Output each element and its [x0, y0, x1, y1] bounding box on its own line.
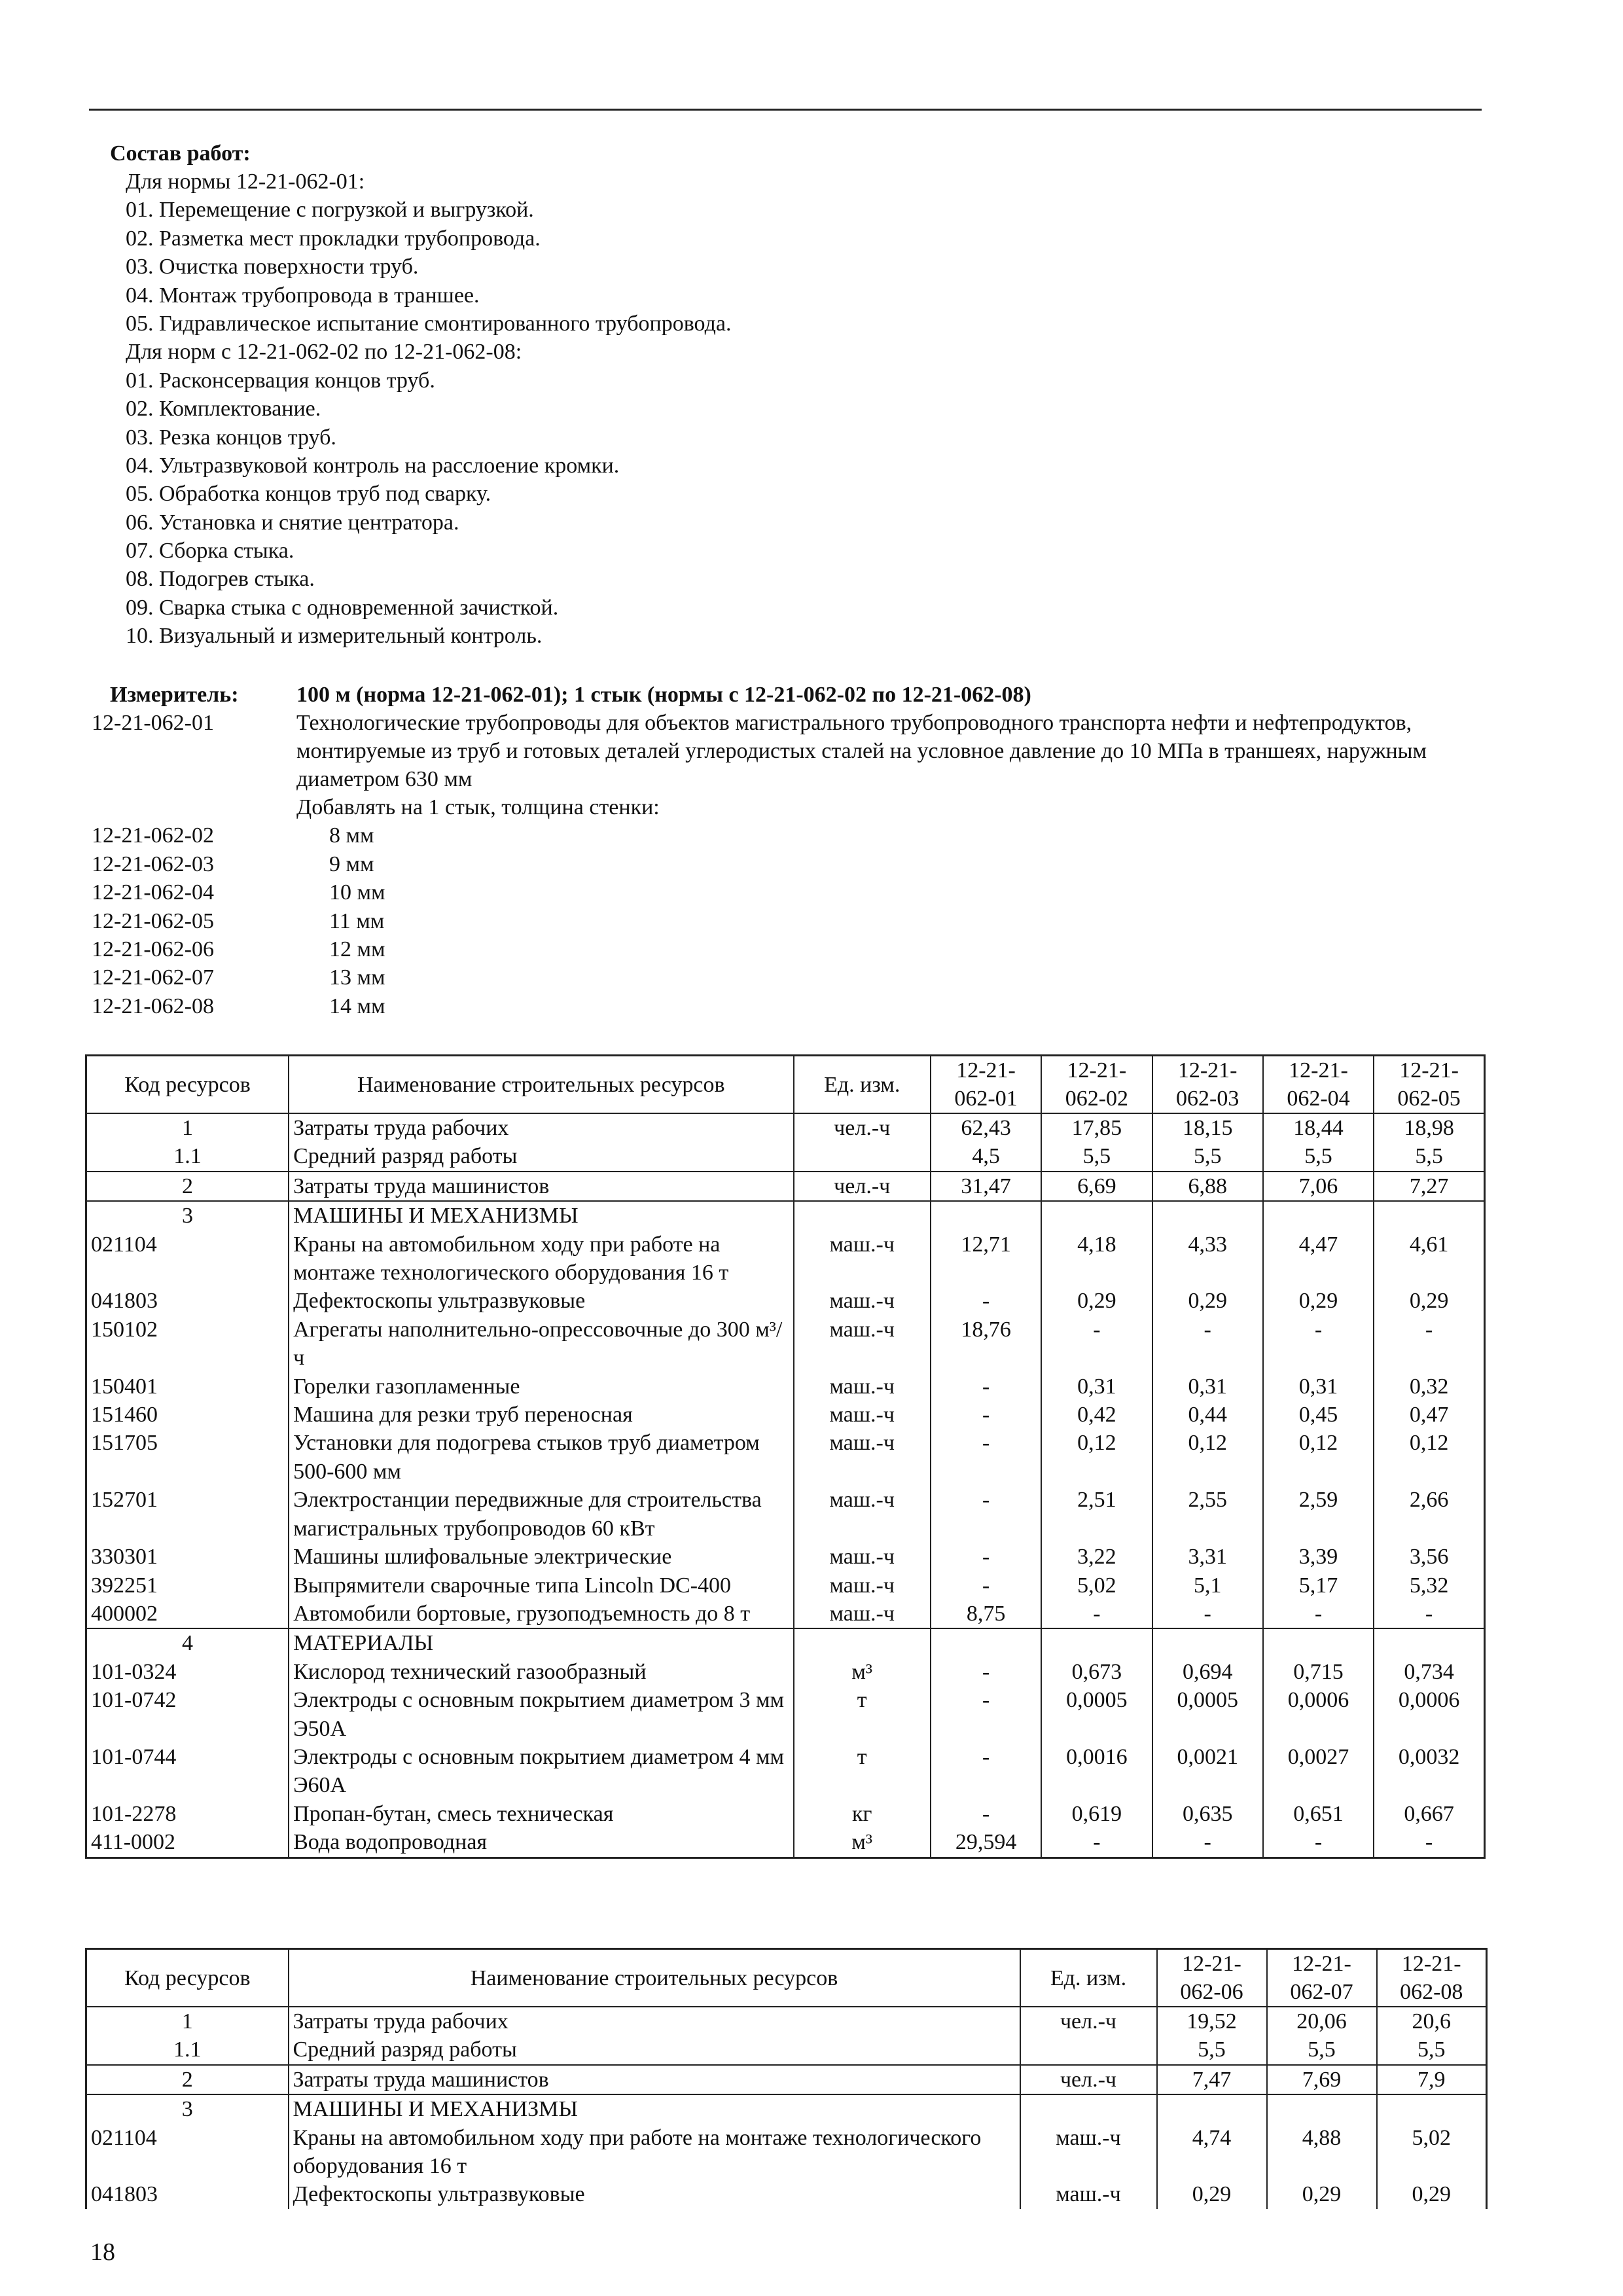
resource-unit: чел.-ч: [1020, 2065, 1157, 2094]
resource-value: [1263, 1201, 1374, 1230]
resource-value: 3,22: [1041, 1543, 1152, 1571]
table-row: [86, 1486, 1485, 1543]
resource-value: -: [1152, 1600, 1263, 1628]
norm-row: [92, 907, 1499, 935]
norm-text: 13 мм: [329, 965, 385, 990]
resource-unit: маш.-ч: [794, 1230, 931, 1287]
resource-value: [1377, 2094, 1487, 2123]
resource-value: 0,31: [1152, 1372, 1263, 1401]
resource-name: Агрегаты наполнительно-опрессовочные до 300 м³/ч: [289, 1316, 793, 1372]
resource-unit: маш.-ч: [794, 1486, 931, 1543]
resource-value: 2,66: [1374, 1486, 1484, 1543]
work-list: [126, 168, 731, 651]
resource-value: 0,45: [1263, 1401, 1374, 1429]
resource-value: 5,32: [1374, 1571, 1484, 1600]
resource-value: 0,0006: [1263, 1686, 1374, 1743]
resource-value: 29,594: [931, 1828, 1041, 1857]
resource-value: 3,39: [1263, 1543, 1374, 1571]
work-item: 10. Визуальный и измерительный контроль.: [126, 624, 543, 649]
norm-code: 12-21-062-06: [92, 937, 214, 961]
table-row: [86, 1230, 1485, 1287]
resource-value: 18,76: [931, 1316, 1041, 1372]
norm-code: 12-21-062-02: [92, 823, 214, 848]
resource-value: -: [1263, 1316, 1374, 1372]
resource-value: 5,5: [1157, 2036, 1267, 2064]
resource-value: 0,0027: [1263, 1743, 1374, 1800]
table-row: [86, 2065, 1487, 2094]
resource-code: 330301: [86, 1543, 289, 1571]
resource-code: 400002: [86, 1600, 289, 1628]
resource-value: 3,31: [1152, 1543, 1263, 1571]
table-row: [86, 1287, 1485, 1315]
table-row: [86, 1201, 1485, 1230]
resource-value: [1041, 1628, 1152, 1657]
resource-value: [931, 1628, 1041, 1657]
column-header: 12-21-062-06: [1157, 1949, 1267, 2007]
resource-unit: кг: [794, 1800, 931, 1828]
resource-value: 31,47: [931, 1172, 1041, 1201]
table-row: [86, 1372, 1485, 1401]
norms-list: [92, 709, 1499, 1020]
table-row: [86, 2007, 1487, 2036]
resource-value: -: [931, 1543, 1041, 1571]
resource-name: Выпрямители сварочные типа Lincoln DC-400: [289, 1571, 793, 1600]
work-item: 03. Очистка поверхности труб.: [126, 255, 419, 279]
resources-table-2: [85, 1948, 1488, 2209]
resource-value: 0,42: [1041, 1401, 1152, 1429]
resource-code: 1: [86, 2007, 289, 2036]
work-item: Для нормы 12-21-062-01:: [126, 170, 365, 194]
resource-value: 5,5: [1152, 1142, 1263, 1171]
resource-unit: м³: [794, 1828, 931, 1857]
resource-value: 7,27: [1374, 1172, 1484, 1201]
resource-value: 4,33: [1152, 1230, 1263, 1287]
measure-label: Измеритель:: [110, 683, 239, 707]
resource-value: 6,69: [1041, 1172, 1152, 1201]
norm-text: 11 мм: [329, 908, 385, 933]
column-header: Наименование строительных ресурсов: [289, 1949, 1020, 2007]
table-row: [86, 1142, 1485, 1171]
table-row: [86, 1113, 1485, 1142]
resource-unit: маш.-ч: [794, 1571, 931, 1600]
resource-value: 0,29: [1157, 2180, 1267, 2208]
resource-value: -: [1263, 1600, 1374, 1628]
resource-unit: чел.-ч: [794, 1172, 931, 1201]
resource-value: 0,29: [1152, 1287, 1263, 1315]
resource-code: 021104: [86, 2124, 289, 2181]
norm-row: [92, 935, 1499, 963]
work-item: 09. Сварка стыка с одновременной зачисткой.: [126, 595, 559, 620]
resource-value: 5,02: [1377, 2124, 1487, 2181]
resource-value: 0,0021: [1152, 1743, 1263, 1800]
column-header: 12-21-062-01: [931, 1056, 1041, 1114]
resource-value: 17,85: [1041, 1113, 1152, 1142]
resource-value: 0,635: [1152, 1800, 1263, 1828]
top-rule: [89, 109, 1482, 111]
resource-value: 18,44: [1263, 1113, 1374, 1142]
resource-value: [1041, 1201, 1152, 1230]
norm-code: 12-21-062-04: [92, 880, 214, 905]
column-header: Наименование строительных ресурсов: [289, 1056, 793, 1114]
resource-name: Горелки газопламенные: [289, 1372, 793, 1401]
resource-code: 3: [86, 1201, 289, 1230]
resource-value: 19,52: [1157, 2007, 1267, 2036]
column-header: 12-21-062-04: [1263, 1056, 1374, 1114]
column-header: Ед. изм.: [794, 1056, 931, 1114]
table-row: [86, 1543, 1485, 1571]
resource-value: 0,694: [1152, 1658, 1263, 1686]
resource-value: 12,71: [931, 1230, 1041, 1287]
resource-value: 3,56: [1374, 1543, 1484, 1571]
resource-value: -: [1152, 1316, 1263, 1372]
resource-code: 4: [86, 1628, 289, 1657]
resource-value: 0,12: [1263, 1429, 1374, 1486]
norm-code: 12-21-062-01: [92, 711, 214, 735]
resource-value: 0,0005: [1041, 1686, 1152, 1743]
table-row: [86, 1571, 1485, 1600]
resource-value: 0,31: [1041, 1372, 1152, 1401]
resource-code: 1.1: [86, 2036, 289, 2064]
resource-value: -: [1263, 1828, 1374, 1857]
resource-value: 4,61: [1374, 1230, 1484, 1287]
resource-unit: маш.-ч: [794, 1543, 931, 1571]
resource-value: 2,51: [1041, 1486, 1152, 1543]
resource-value: 0,0016: [1041, 1743, 1152, 1800]
resource-value: 0,29: [1263, 1287, 1374, 1315]
resource-code: 2: [86, 2065, 289, 2094]
resource-name: Краны на автомобильном ходу при работе на монтаже технологического оборудования 16 т: [289, 1230, 793, 1287]
resource-name: Затраты труда рабочих: [289, 2007, 1020, 2036]
resource-unit: т: [794, 1743, 931, 1800]
table-row: [86, 1800, 1485, 1828]
norm-code: 12-21-062-07: [92, 965, 214, 990]
resource-value: 5,5: [1377, 2036, 1487, 2064]
resource-value: 20,06: [1267, 2007, 1377, 2036]
resource-name: Дефектоскопы ультразвуковые: [289, 1287, 793, 1315]
norm-row: [92, 992, 1499, 1020]
resource-unit: чел.-ч: [794, 1113, 931, 1142]
resource-value: -: [931, 1429, 1041, 1486]
sostav-title: Состав работ:: [110, 141, 251, 166]
column-header: 12-21-062-03: [1152, 1056, 1263, 1114]
work-item: 01. Расконсервация концов труб.: [126, 368, 435, 393]
resource-value: -: [931, 1401, 1041, 1429]
column-header: Код ресурсов: [86, 1949, 289, 2007]
resource-code: 411-0002: [86, 1828, 289, 1857]
resource-name: Средний разряд работы: [289, 2036, 1020, 2064]
norm-text: 10 мм: [329, 880, 385, 905]
resource-name: МАШИНЫ И МЕХАНИЗМЫ: [289, 2094, 1020, 2123]
resource-unit: [1020, 2094, 1157, 2123]
norm-code: 12-21-062-08: [92, 994, 214, 1018]
norm-row: [92, 850, 1499, 878]
resource-value: 4,5: [931, 1142, 1041, 1171]
table-row: [86, 2124, 1487, 2181]
table-row: [86, 2094, 1487, 2123]
resource-name: Затраты труда машинистов: [289, 1172, 793, 1201]
resource-value: 0,29: [1267, 2180, 1377, 2208]
resource-value: -: [931, 1800, 1041, 1828]
resource-unit: маш.-ч: [794, 1316, 931, 1372]
resource-value: 4,88: [1267, 2124, 1377, 2181]
work-item: 06. Установка и снятие центратора.: [126, 510, 459, 535]
resource-value: [1267, 2094, 1377, 2123]
table-row: [86, 1172, 1485, 1201]
resource-value: 0,29: [1377, 2180, 1487, 2208]
resource-code: 101-0324: [86, 1658, 289, 1686]
resource-unit: маш.-ч: [794, 1372, 931, 1401]
column-header: 12-21-062-02: [1041, 1056, 1152, 1114]
resource-value: [1152, 1201, 1263, 1230]
resource-value: -: [931, 1658, 1041, 1686]
resource-unit: маш.-ч: [794, 1287, 931, 1315]
resource-value: 5,17: [1263, 1571, 1374, 1600]
resource-value: [1157, 2094, 1267, 2123]
resource-value: -: [1374, 1828, 1484, 1857]
resource-unit: чел.-ч: [1020, 2007, 1157, 2036]
resource-value: 0,12: [1374, 1429, 1484, 1486]
resource-name: Автомобили бортовые, грузоподъемность до 8 т: [289, 1600, 793, 1628]
table-row: [86, 1600, 1485, 1628]
norm-text: 9 мм: [329, 852, 374, 876]
resource-value: 0,619: [1041, 1800, 1152, 1828]
work-item: 05. Гидравлическое испытание смонтированного трубопровода.: [126, 311, 732, 336]
work-item: 01. Перемещение с погрузкой и выгрузкой.: [126, 198, 534, 223]
resource-value: -: [931, 1372, 1041, 1401]
table-row: [86, 1401, 1485, 1429]
table-row: [86, 1316, 1485, 1372]
table-row: [86, 1686, 1485, 1743]
resource-code: 101-0742: [86, 1686, 289, 1743]
resource-value: 4,47: [1263, 1230, 1374, 1287]
resource-code: 151705: [86, 1429, 289, 1486]
norm-text: 8 мм: [329, 823, 374, 848]
resource-value: 0,667: [1374, 1800, 1484, 1828]
table-row: [86, 2180, 1487, 2208]
resource-value: 0,12: [1041, 1429, 1152, 1486]
resource-value: -: [1374, 1600, 1484, 1628]
norm-row: [92, 821, 1499, 850]
table-row: [86, 1828, 1485, 1857]
table-row: [86, 1743, 1485, 1800]
norm-text: Технологические трубопроводы для объектов магистрального трубопроводного транспорта нефти и нефтепродуктов, монтируемые из труб и готовых деталей углеродистых сталей на условное давление до 10 МПа в траншеях, наружным диаметром 630 мм: [296, 711, 1427, 791]
resource-name: Краны на автомобильном ходу при работе на монтаже технологического оборудования 16 т: [289, 2124, 1020, 2181]
work-item: 05. Обработка концов труб под сварку.: [126, 482, 491, 507]
resource-value: 0,44: [1152, 1401, 1263, 1429]
norm-row: [92, 963, 1499, 992]
resource-value: 7,47: [1157, 2065, 1267, 2094]
page-number: 18: [90, 2238, 115, 2266]
resource-unit: маш.-ч: [794, 1401, 931, 1429]
resource-value: 0,0005: [1152, 1686, 1263, 1743]
work-item: 04. Ультразвуковой контроль на расслоение кромки.: [126, 453, 620, 478]
resource-code: 041803: [86, 1287, 289, 1315]
resource-value: 18,98: [1374, 1113, 1484, 1142]
resource-value: 0,32: [1374, 1372, 1484, 1401]
resource-name: Пропан-бутан, смесь техническая: [289, 1800, 793, 1828]
resource-value: 62,43: [931, 1113, 1041, 1142]
resource-value: 0,651: [1263, 1800, 1374, 1828]
resource-name: Дефектоскопы ультразвуковые: [289, 2180, 1020, 2208]
norm-text: 14 мм: [329, 994, 385, 1018]
column-header: Ед. изм.: [1020, 1949, 1157, 2007]
work-item: 02. Разметка мест прокладки трубопровода.: [126, 226, 541, 251]
table-row: [86, 1628, 1485, 1657]
column-header: Код ресурсов: [86, 1056, 289, 1114]
resources-table-1: [85, 1054, 1486, 1859]
resource-value: -: [931, 1287, 1041, 1315]
column-header: 12-21-062-07: [1267, 1949, 1377, 2007]
resource-value: 0,715: [1263, 1658, 1374, 1686]
resource-unit: маш.-ч: [794, 1600, 931, 1628]
resource-unit: т: [794, 1686, 931, 1743]
table-row: [86, 1429, 1485, 1486]
resource-value: 8,75: [931, 1600, 1041, 1628]
resource-value: 0,31: [1263, 1372, 1374, 1401]
resource-name: МАТЕРИАЛЫ: [289, 1628, 793, 1657]
resource-value: 5,5: [1263, 1142, 1374, 1171]
resource-value: 0,0032: [1374, 1743, 1484, 1800]
resource-code: 041803: [86, 2180, 289, 2208]
resource-value: [1152, 1628, 1263, 1657]
resource-code: 152701: [86, 1486, 289, 1543]
resource-value: 5,5: [1374, 1142, 1484, 1171]
resource-value: -: [931, 1743, 1041, 1800]
resource-value: 2,55: [1152, 1486, 1263, 1543]
resource-name: Затраты труда машинистов: [289, 2065, 1020, 2094]
resource-code: 150102: [86, 1316, 289, 1372]
resource-value: 5,02: [1041, 1571, 1152, 1600]
resource-unit: маш.-ч: [794, 1429, 931, 1486]
norm-row: [92, 878, 1499, 906]
resource-code: 151460: [86, 1401, 289, 1429]
norm-row: [92, 793, 1499, 821]
resource-name: Вода водопроводная: [289, 1828, 793, 1857]
resource-value: 0,47: [1374, 1401, 1484, 1429]
work-item: Для норм с 12-21-062-02 по 12-21-062-08:: [126, 340, 522, 365]
resource-value: 4,18: [1041, 1230, 1152, 1287]
resource-value: -: [931, 1486, 1041, 1543]
resource-value: -: [931, 1571, 1041, 1600]
resource-value: 4,74: [1157, 2124, 1267, 2181]
resource-unit: [1020, 2036, 1157, 2064]
norm-row: [92, 709, 1499, 793]
table-row: [86, 1658, 1485, 1686]
resource-name: Машины шлифовальные электрические: [289, 1543, 793, 1571]
resource-code: 101-2278: [86, 1800, 289, 1828]
resource-value: 7,9: [1377, 2065, 1487, 2094]
resource-value: -: [1152, 1828, 1263, 1857]
resource-value: 7,06: [1263, 1172, 1374, 1201]
resource-code: 2: [86, 1172, 289, 1201]
work-item: 02. Комплектование.: [126, 397, 321, 422]
resource-value: -: [931, 1686, 1041, 1743]
work-item: 03. Резка концов труб.: [126, 425, 336, 450]
resource-code: 1.1: [86, 1142, 289, 1171]
resource-name: Машина для резки труб переносная: [289, 1401, 793, 1429]
table-header: [86, 1949, 1487, 2007]
resource-code: 150401: [86, 1372, 289, 1401]
resource-value: -: [1041, 1600, 1152, 1628]
table-header: [86, 1056, 1485, 1114]
resource-name: Электроды с основным покрытием диаметром 4 мм Э60А: [289, 1743, 793, 1800]
resource-name: Электростанции передвижные для строительства магистральных трубопроводов 60 кВт: [289, 1486, 793, 1543]
resource-unit: [794, 1628, 931, 1657]
norm-code: 12-21-062-05: [92, 908, 214, 933]
resource-value: 2,59: [1263, 1486, 1374, 1543]
resource-code: 392251: [86, 1571, 289, 1600]
resource-value: [1263, 1628, 1374, 1657]
resource-value: 6,88: [1152, 1172, 1263, 1201]
resource-value: 0,29: [1041, 1287, 1152, 1315]
work-item: 08. Подогрев стыка.: [126, 567, 315, 592]
norm-code: 12-21-062-03: [92, 852, 214, 876]
resource-value: 5,5: [1267, 2036, 1377, 2064]
norm-text: Добавлять на 1 стык, толщина стенки:: [296, 795, 660, 819]
resource-code: 101-0744: [86, 1743, 289, 1800]
resource-code: 1: [86, 1113, 289, 1142]
resource-value: -: [1041, 1828, 1152, 1857]
resource-value: 0,12: [1152, 1429, 1263, 1486]
resource-name: Затраты труда рабочих: [289, 1113, 793, 1142]
resource-unit: [794, 1142, 931, 1171]
resource-name: МАШИНЫ И МЕХАНИЗМЫ: [289, 1201, 793, 1230]
resource-name: Средний разряд работы: [289, 1142, 793, 1171]
resource-value: -: [1374, 1316, 1484, 1372]
resource-name: Электроды с основным покрытием диаметром 3 мм Э50А: [289, 1686, 793, 1743]
resource-value: 7,69: [1267, 2065, 1377, 2094]
resource-unit: маш.-ч: [1020, 2180, 1157, 2208]
resource-unit: маш.-ч: [1020, 2124, 1157, 2181]
resource-code: 021104: [86, 1230, 289, 1287]
resource-value: 0,0006: [1374, 1686, 1484, 1743]
norm-text: 12 мм: [329, 937, 385, 961]
resource-unit: м³: [794, 1658, 931, 1686]
resource-value: 0,29: [1374, 1287, 1484, 1315]
resource-value: 18,15: [1152, 1113, 1263, 1142]
table-row: [86, 2036, 1487, 2064]
measure-value: 100 м (норма 12-21-062-01); 1 стык (нормы с 12-21-062-02 по 12-21-062-08): [296, 683, 1031, 707]
work-item: 04. Монтаж трубопровода в траншее.: [126, 283, 480, 308]
work-item: 07. Сборка стыка.: [126, 539, 294, 564]
column-header: 12-21-062-05: [1374, 1056, 1484, 1114]
resource-value: 20,6: [1377, 2007, 1487, 2036]
column-header: 12-21-062-08: [1377, 1949, 1487, 2007]
resource-value: [931, 1201, 1041, 1230]
resource-name: Установки для подогрева стыков труб диаметром 500-600 мм: [289, 1429, 793, 1486]
resource-value: [1374, 1201, 1484, 1230]
resource-value: [1374, 1628, 1484, 1657]
resource-value: 5,5: [1041, 1142, 1152, 1171]
resource-value: 0,673: [1041, 1658, 1152, 1686]
resource-value: 5,1: [1152, 1571, 1263, 1600]
resource-code: 3: [86, 2094, 289, 2123]
resource-value: 0,734: [1374, 1658, 1484, 1686]
resource-unit: [794, 1201, 931, 1230]
resource-value: -: [1041, 1316, 1152, 1372]
resource-name: Кислород технический газообразный: [289, 1658, 793, 1686]
